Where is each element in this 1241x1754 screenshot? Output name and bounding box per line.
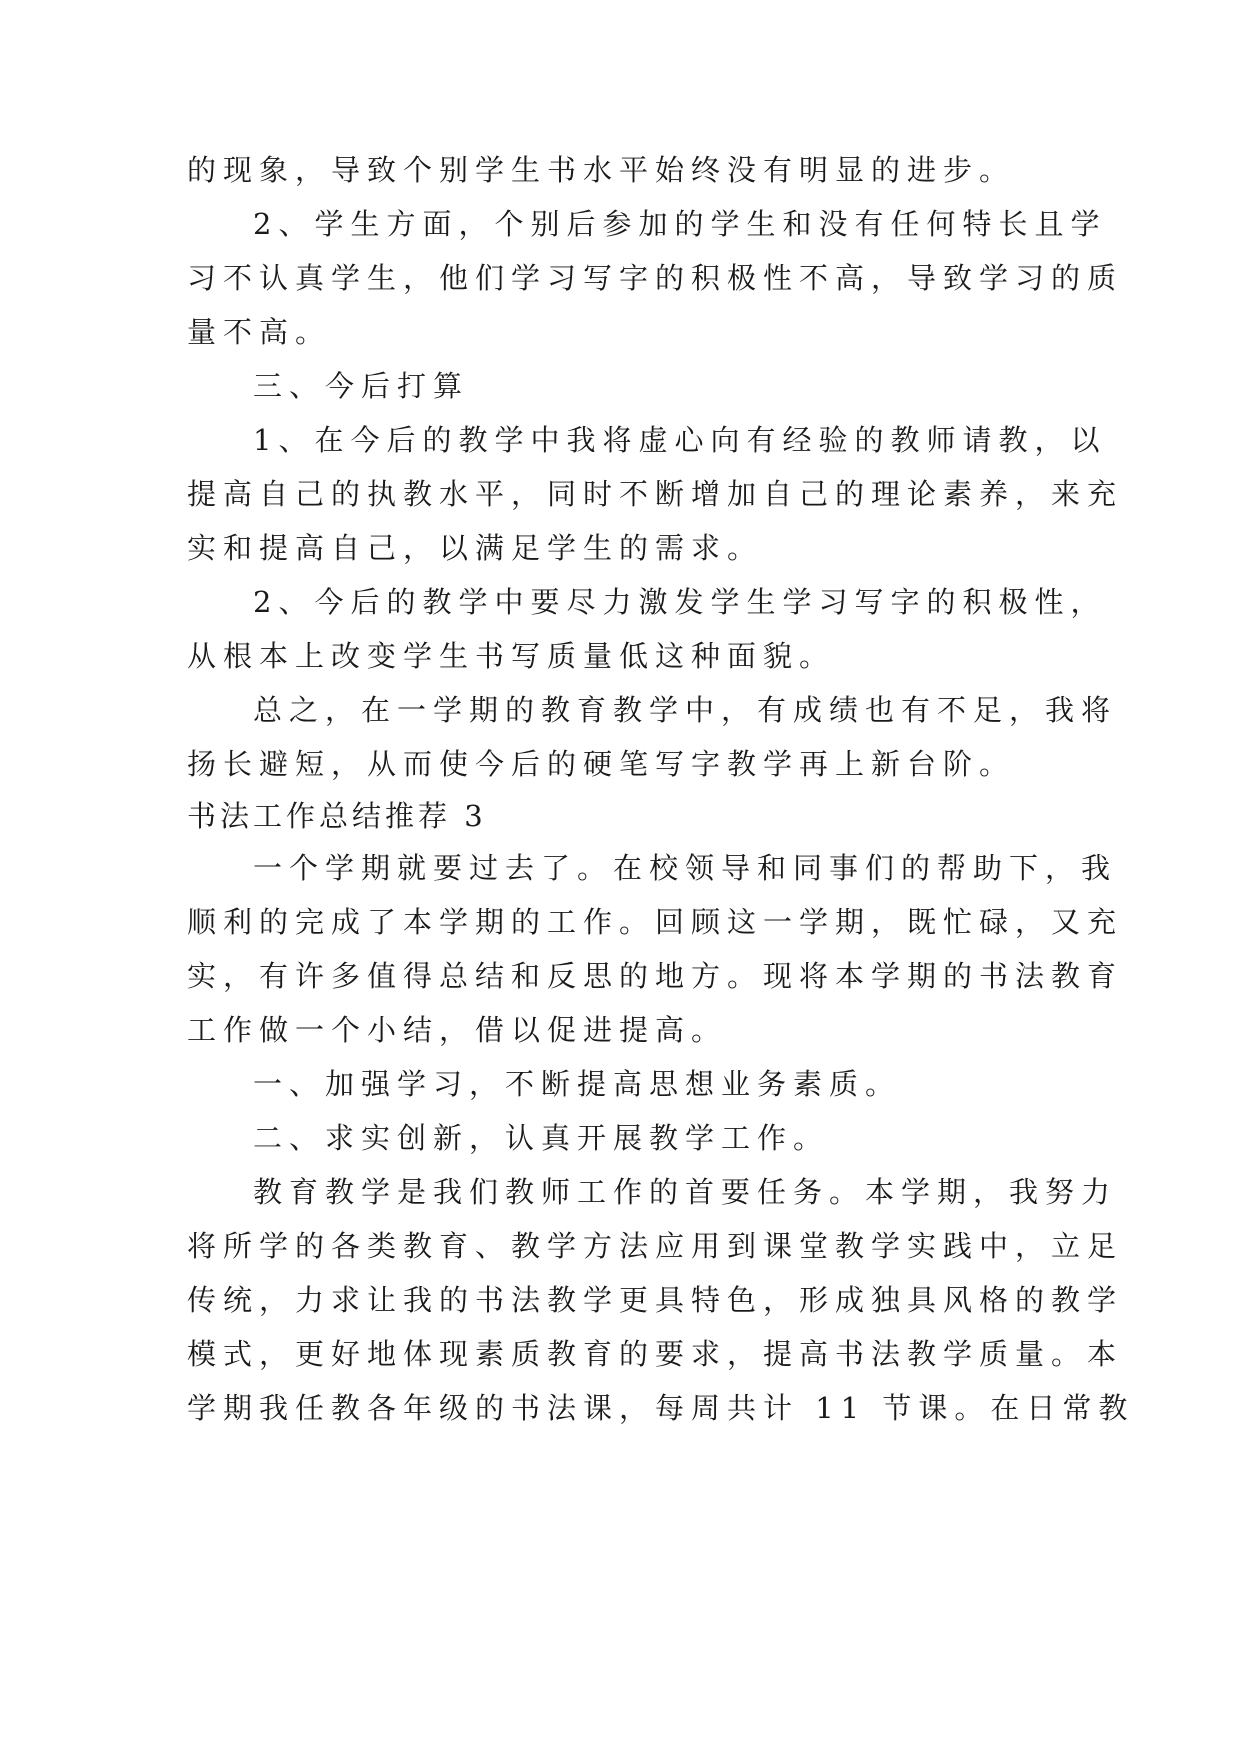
body-line: 传统，力求让我的书法教学更具特色，形成独具风格的教学 bbox=[187, 1283, 1124, 1317]
body-line: 工作做一个小结，借以促进提高。 bbox=[187, 1013, 728, 1047]
body-line: 量不高。 bbox=[187, 315, 332, 349]
section-title: 书法工作总结推荐 3 bbox=[187, 799, 487, 833]
paragraph-line: 教育教学是我们教师工作的首要任务。本学期，我努力 bbox=[253, 1175, 1118, 1209]
paragraph-line: 2、今后的教学中要尽力激发学生学习写字的积极性， bbox=[253, 585, 1107, 619]
body-line: 提高自己的执教水平，同时不断增加自己的理论素养，来充 bbox=[187, 477, 1124, 511]
body-line: 学期我任教各年级的书法课，每周共计 11 节课。在日常教 bbox=[187, 1391, 1135, 1425]
paragraph-line: 1、在今后的教学中我将虚心向有经验的教师请教，以 bbox=[253, 423, 1107, 457]
section-heading: 二、求实创新，认真开展教学工作。 bbox=[253, 1121, 830, 1155]
body-line: 顺利的完成了本学期的工作。回顾这一学期，既忙碌，又充 bbox=[187, 905, 1124, 939]
paragraph-line: 总之，在一学期的教育教学中，有成绩也有不足，我将 bbox=[253, 693, 1118, 727]
body-line: 习不认真学生，他们学习写字的积极性不高，导致学习的质 bbox=[187, 261, 1124, 295]
body-line: 实，有许多值得总结和反思的地方。现将本学期的书法教育 bbox=[187, 959, 1124, 993]
paragraph-line: 一个学期就要过去了。在校领导和同事们的帮助下，我 bbox=[253, 851, 1118, 885]
paragraph-line: 2、学生方面，个别后参加的学生和没有任何特长且学 bbox=[253, 207, 1107, 241]
body-line: 扬长避短，从而使今后的硬笔写字教学再上新台阶。 bbox=[187, 747, 1016, 781]
body-line: 模式，更好地体现素质教育的要求，提高书法教学质量。本 bbox=[187, 1337, 1124, 1371]
body-line: 的现象，导致个别学生书水平始终没有明显的进步。 bbox=[187, 153, 1016, 187]
section-heading: 三、今后打算 bbox=[253, 369, 470, 403]
body-line: 从根本上改变学生书写质量低这种面貌。 bbox=[187, 639, 836, 673]
body-line: 将所学的各类教育、教学方法应用到课堂教学实践中，立足 bbox=[187, 1229, 1124, 1263]
section-heading: 一、加强学习，不断提高思想业务素质。 bbox=[253, 1067, 902, 1101]
body-line: 实和提高自己，以满足学生的需求。 bbox=[187, 531, 764, 565]
